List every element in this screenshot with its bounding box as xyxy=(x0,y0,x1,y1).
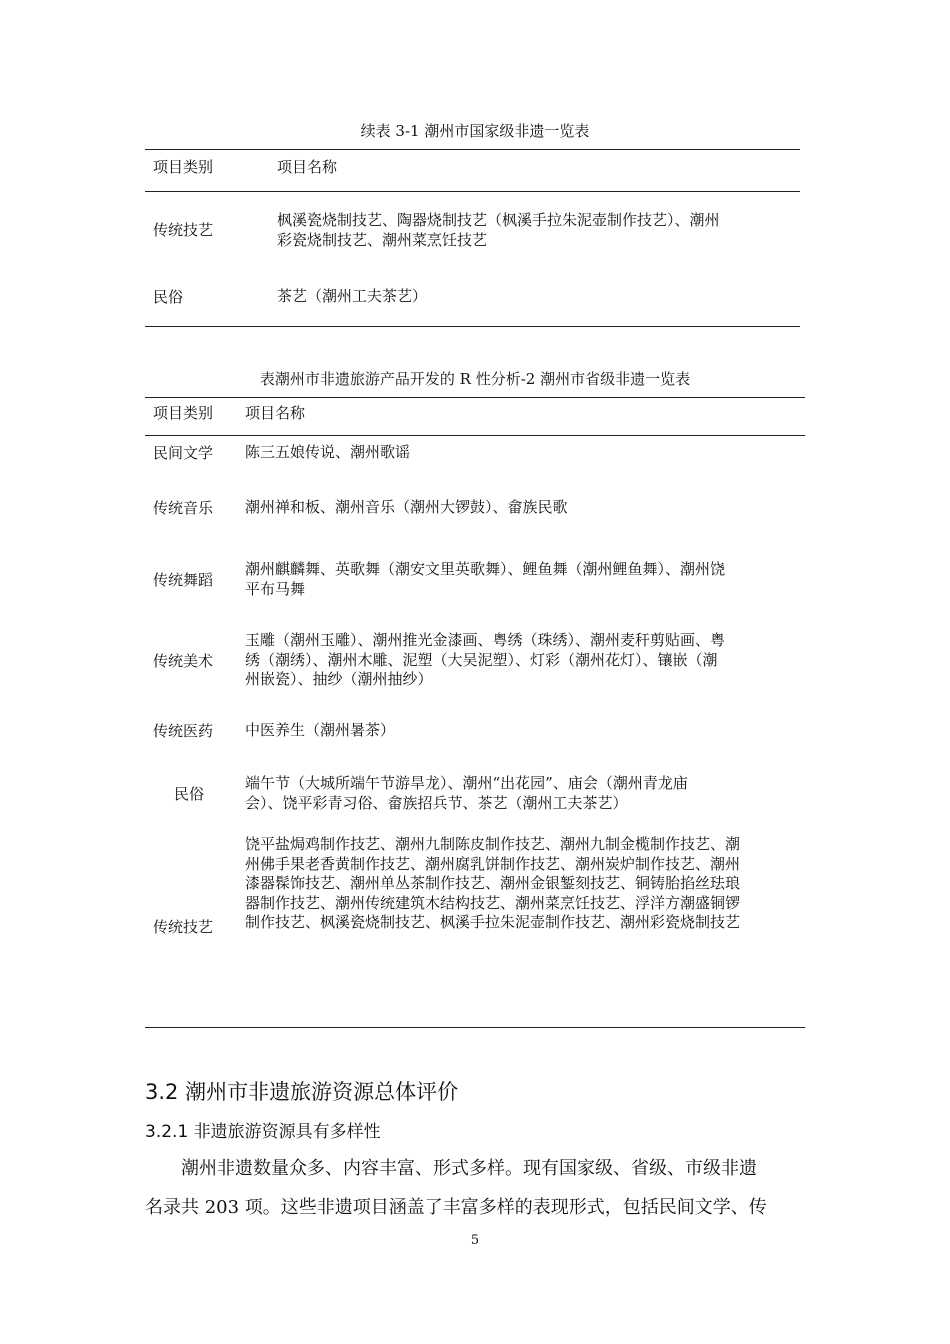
table2-row2-category: 传统音乐 xyxy=(153,499,214,517)
table2-caption: 表潮州市非遗旅游产品开发的 R 性分析-2 潮州市省级非遗一览表 xyxy=(259,370,691,388)
table1-bottom-rule xyxy=(145,326,800,327)
table1-top-rule xyxy=(145,149,800,150)
table2-row7-category: 传统技艺 xyxy=(153,918,214,936)
table1-header-name: 项目名称 xyxy=(277,158,338,176)
table2-row4-name: 玉雕（潮州玉雕）、潮州推光金漆画、粤绣（珠绣）、潮州麦秆剪贴画、粤 绣（潮绣）、潮州木雕、泥塑（大吴泥塑）、灯彩（潮州花灯）、镶嵌（潮 州嵌瓷）、抽纱（潮州抽纱） xyxy=(245,631,726,688)
table1-row2-category: 民俗 xyxy=(153,288,184,306)
table1-header-rule xyxy=(145,191,800,192)
table2-row6-category: 民俗 xyxy=(174,785,205,803)
table1-row2-name: 茶艺（潮州工夫茶艺） xyxy=(277,287,428,305)
table2-row6-name: 端午节（大城所端午节游旱龙）、潮州“出花园”、庙会（潮州青龙庙 会）、饶平彩青习俗、畲族招兵节、茶艺（潮州工夫茶艺） xyxy=(245,774,688,812)
table2-row1-name: 陈三五娘传说、潮州歌谣 xyxy=(245,443,411,461)
table2-row5-category: 传统医药 xyxy=(153,722,214,740)
table2-bottom-rule xyxy=(145,1027,805,1028)
table2-row2-name: 潮州禅和板、潮州音乐（潮州大锣鼓）、畲族民歌 xyxy=(245,498,568,516)
table2-row4-category: 传统美术 xyxy=(153,652,214,670)
table2-header-rule xyxy=(145,435,805,436)
table2-top-rule xyxy=(145,397,805,398)
page-number: 5 xyxy=(470,1233,480,1248)
table2-row7-name: 饶平盐焗鸡制作技艺、潮州九制陈皮制作技艺、潮州九制金榄制作技艺、潮 州佛手果老香黄制作技艺、潮州腐乳饼制作技艺、潮州炭炉制作技艺、潮州 漆器髹饰技艺、潮州单丛茶制作技艺、潮州金银錾刻技艺、铜铸胎掐丝珐琅 器制作技艺、潮州传统建筑木结构技艺、潮州菜烹饪技艺、浮洋方潮盛铜锣 制作技艺、枫溪瓷烧制技艺、枫溪手拉朱泥壶制作技艺、潮州彩瓷烧制技艺 xyxy=(245,835,741,931)
paragraph-line-2: 名录共 203 项。这些非遗项目涵盖了丰富多样的表现形式，包括民间文学、传 xyxy=(145,1197,767,1218)
section-heading: 3.2 潮州市非遗旅游资源总体评价 xyxy=(145,1080,459,1104)
table2-row5-name: 中医养生（潮州暑茶） xyxy=(245,721,396,739)
table1-row1-name: 枫溪瓷烧制技艺、陶器烧制技艺（枫溪手拉朱泥壶制作技艺）、潮州 彩瓷烧制技艺、潮州菜烹饪技艺 xyxy=(277,211,720,249)
table1-caption: 续表 3-1 潮州市国家级非遗一览表 xyxy=(360,122,590,140)
table2-header-name: 项目名称 xyxy=(245,404,306,422)
table2-row3-name: 潮州麒麟舞、英歌舞（潮安文里英歌舞）、鲤鱼舞（潮州鲤鱼舞）、潮州饶 平布马舞 xyxy=(245,560,726,598)
table2-row3-category: 传统舞蹈 xyxy=(153,571,214,589)
table1-header-category: 项目类别 xyxy=(153,158,214,176)
table2-header-category: 项目类别 xyxy=(153,404,214,422)
paragraph-line-1: 潮州非遗数量众多、内容丰富、形式多样。现有国家级、省级、市级非遗 xyxy=(181,1158,757,1179)
table2-row1-category: 民间文学 xyxy=(153,444,214,462)
section-subheading: 3.2.1 非遗旅游资源具有多样性 xyxy=(145,1122,381,1142)
table1-row1-category: 传统技艺 xyxy=(153,221,214,239)
